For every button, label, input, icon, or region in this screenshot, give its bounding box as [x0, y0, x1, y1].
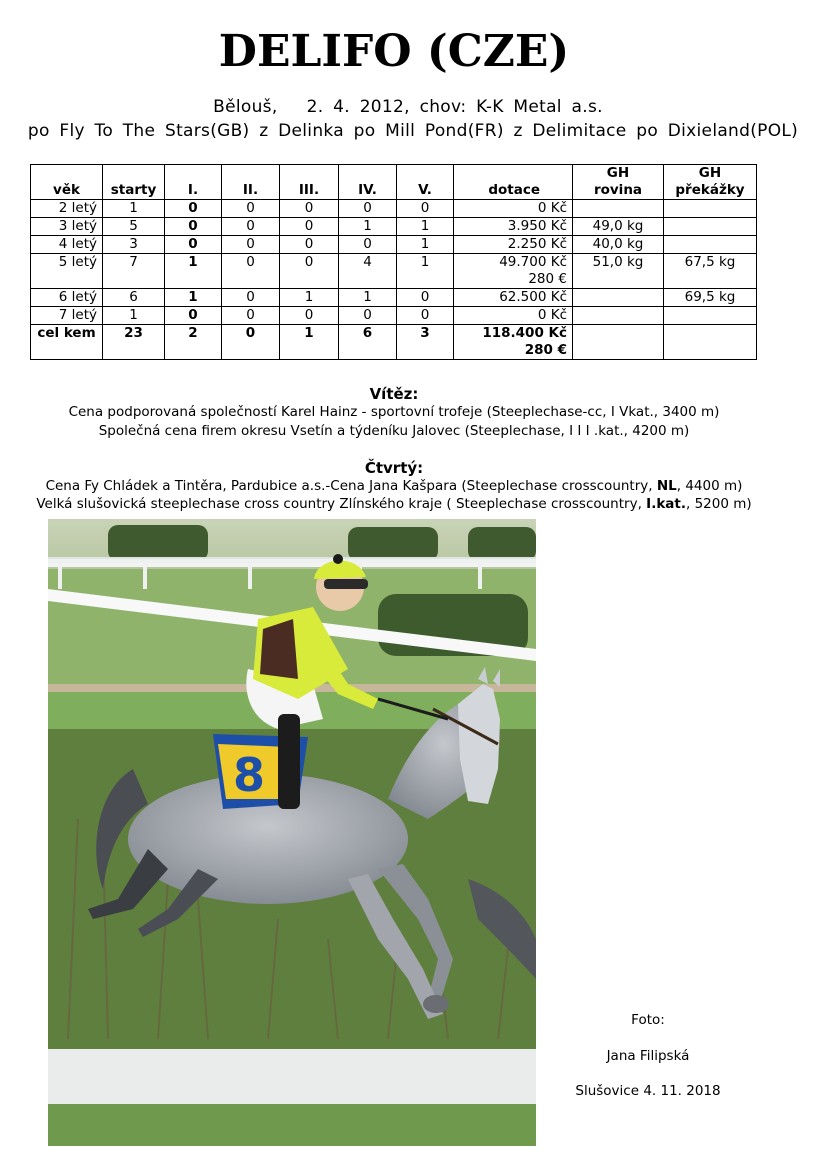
prize-czk: 0 Kč [537, 307, 567, 323]
pedigree-line: po Fly To The Stars(GB) z Delinka po Mill Pond(FR) z Delimitace po Dixieland(POL) [27, 121, 799, 141]
cell-prize [454, 307, 573, 325]
cell-p3: 0 [280, 218, 339, 236]
cell-p2: 0 [222, 236, 280, 254]
cell-starts: 6 [103, 289, 165, 307]
cell-gh_flat [573, 325, 664, 360]
cell-age: 7 letý [31, 307, 103, 325]
cell-age: 4 letý [31, 236, 103, 254]
cell-p5: 1 [397, 236, 454, 254]
cell-starts: 1 [103, 307, 165, 325]
cell-p3: 0 [280, 236, 339, 254]
cell-p1: 1 [165, 289, 222, 307]
cell-starts: 5 [103, 218, 165, 236]
col-header-age: věk [31, 165, 103, 200]
cell-p1: 2 [165, 325, 222, 360]
photo-credit-label: Foto: [631, 1012, 665, 1028]
cell-gh_obst [664, 200, 757, 218]
cell-age: 3 letý [31, 218, 103, 236]
race-record-table [30, 164, 757, 360]
cell-p3: 0 [280, 200, 339, 218]
fourth-race-2-text: Velká slušovická steeplechase cross country Zlínského kraje ( Steeplechase crosscountry, [36, 496, 647, 512]
prize-czk: 2.250 Kč [507, 236, 567, 252]
table-row [31, 289, 757, 307]
cell-p2: 0 [222, 218, 280, 236]
cell-gh_obst [664, 236, 757, 254]
fourth-race-2-category: I.kat. [646, 496, 686, 512]
photo-credit-place-date: Slušovice 4. 11. 2018 [575, 1083, 721, 1099]
cell-prize [454, 289, 573, 307]
cell-p4: 1 [339, 289, 397, 307]
cell-gh_obst: 69,5 kg [664, 289, 757, 307]
col-header-first: I. [165, 165, 222, 200]
cell-prize [454, 200, 573, 218]
cell-p1: 0 [165, 200, 222, 218]
cell-p4: 0 [339, 200, 397, 218]
cell-p2: 0 [222, 254, 280, 289]
cell-gh_flat: 40,0 kg [573, 236, 664, 254]
cell-gh_flat [573, 200, 664, 218]
race-photo [48, 519, 536, 1146]
prize-czk: 62.500 Kč [499, 289, 567, 305]
cell-p5: 0 [397, 200, 454, 218]
fourth-race-2 [0, 496, 788, 512]
table-row [31, 218, 757, 236]
cell-gh_flat: 49,0 kg [573, 218, 664, 236]
winner-heading: Vítěz: [369, 385, 419, 403]
cell-age: cel kem [31, 325, 103, 360]
cell-p5: 3 [397, 325, 454, 360]
cell-gh_obst [664, 307, 757, 325]
cell-p3: 0 [280, 307, 339, 325]
prize-czk: 118.400 Kč [482, 325, 567, 341]
cell-p3: 1 [280, 325, 339, 360]
fourth-race-1-category: NL [656, 478, 677, 494]
col-header-prize: dotace [454, 165, 573, 200]
col-header-gh-obstacle: GH překážky [664, 165, 757, 200]
cell-age: 5 letý [31, 254, 103, 289]
col-header-fourth: IV. [339, 165, 397, 200]
cell-age: 2 letý [31, 200, 103, 218]
cell-p2: 0 [222, 200, 280, 218]
cell-p3: 1 [280, 289, 339, 307]
col-header-starts: starty [103, 165, 165, 200]
table-row [31, 254, 757, 289]
cell-prize [454, 325, 573, 360]
horse-details: Bělouš, 2. 4. 2012, chov: K-K Metal a.s. [213, 97, 603, 117]
fourth-heading: Čtvrtý: [364, 459, 424, 477]
horse-name-title: DELIFO (CZE) [218, 26, 570, 77]
cell-p1: 0 [165, 236, 222, 254]
table-row [31, 307, 757, 325]
winner-race-1: Cena podporovaná společností Karel Hainz - sportovní trofeje (Steeplechase-cc, I Vkat., 3400 m) [68, 404, 720, 420]
cell-starts: 7 [103, 254, 165, 289]
cell-p5: 1 [397, 254, 454, 289]
cell-starts: 23 [103, 325, 165, 360]
cell-prize [454, 254, 573, 289]
prize-eur: 280 € [524, 342, 567, 358]
cell-p4: 4 [339, 254, 397, 289]
cell-starts: 1 [103, 200, 165, 218]
cell-gh_obst [664, 325, 757, 360]
cell-p5: 0 [397, 289, 454, 307]
col-header-third: III. [280, 165, 339, 200]
cell-p4: 6 [339, 325, 397, 360]
cell-p3: 0 [280, 254, 339, 289]
cell-gh_obst: 67,5 kg [664, 254, 757, 289]
cell-p5: 1 [397, 218, 454, 236]
col-header-fifth: V. [397, 165, 454, 200]
col-header-second: II. [222, 165, 280, 200]
cell-p5: 0 [397, 307, 454, 325]
cell-p2: 0 [222, 325, 280, 360]
cell-p4: 0 [339, 236, 397, 254]
cell-p1: 1 [165, 254, 222, 289]
fourth-race-1-distance: , 4400 m) [676, 478, 743, 494]
cell-prize [454, 218, 573, 236]
saddle-cloth-number: 8 [233, 748, 266, 802]
prize-czk: 3.950 Kč [507, 218, 567, 234]
cell-p1: 0 [165, 307, 222, 325]
cell-p4: 1 [339, 218, 397, 236]
cell-p2: 0 [222, 307, 280, 325]
table-header-row [31, 165, 757, 200]
cell-p1: 0 [165, 218, 222, 236]
cell-prize [454, 236, 573, 254]
cell-gh_flat [573, 289, 664, 307]
table-row [31, 236, 757, 254]
cell-gh_obst [664, 218, 757, 236]
fourth-race-2-distance: , 5200 m) [686, 496, 752, 512]
fourth-race-1 [0, 478, 788, 494]
table-row [31, 200, 757, 218]
col-header-gh-flat: GH rovina [573, 165, 664, 200]
photo-credit-author: Jana Filipská [606, 1048, 690, 1064]
cell-p4: 0 [339, 307, 397, 325]
cell-starts: 3 [103, 236, 165, 254]
cell-age: 6 letý [31, 289, 103, 307]
prize-eur: 280 € [528, 271, 567, 287]
cell-gh_flat [573, 307, 664, 325]
winner-race-2: Společná cena firem okresu Vsetín a týdeníku Jalovec (Steeplechase, I I I .kat., 4200 m) [98, 423, 690, 439]
cell-p2: 0 [222, 289, 280, 307]
prize-czk: 49.700 Kč [499, 254, 567, 270]
cell-gh_flat: 51,0 kg [573, 254, 664, 289]
table-total-row [31, 325, 757, 360]
fourth-race-1-text: Cena Fy Chládek a Tintěra, Pardubice a.s.-Cena Jana Kašpara (Steeplechase crosscountry, [45, 478, 657, 494]
prize-czk: 0 Kč [537, 200, 567, 216]
